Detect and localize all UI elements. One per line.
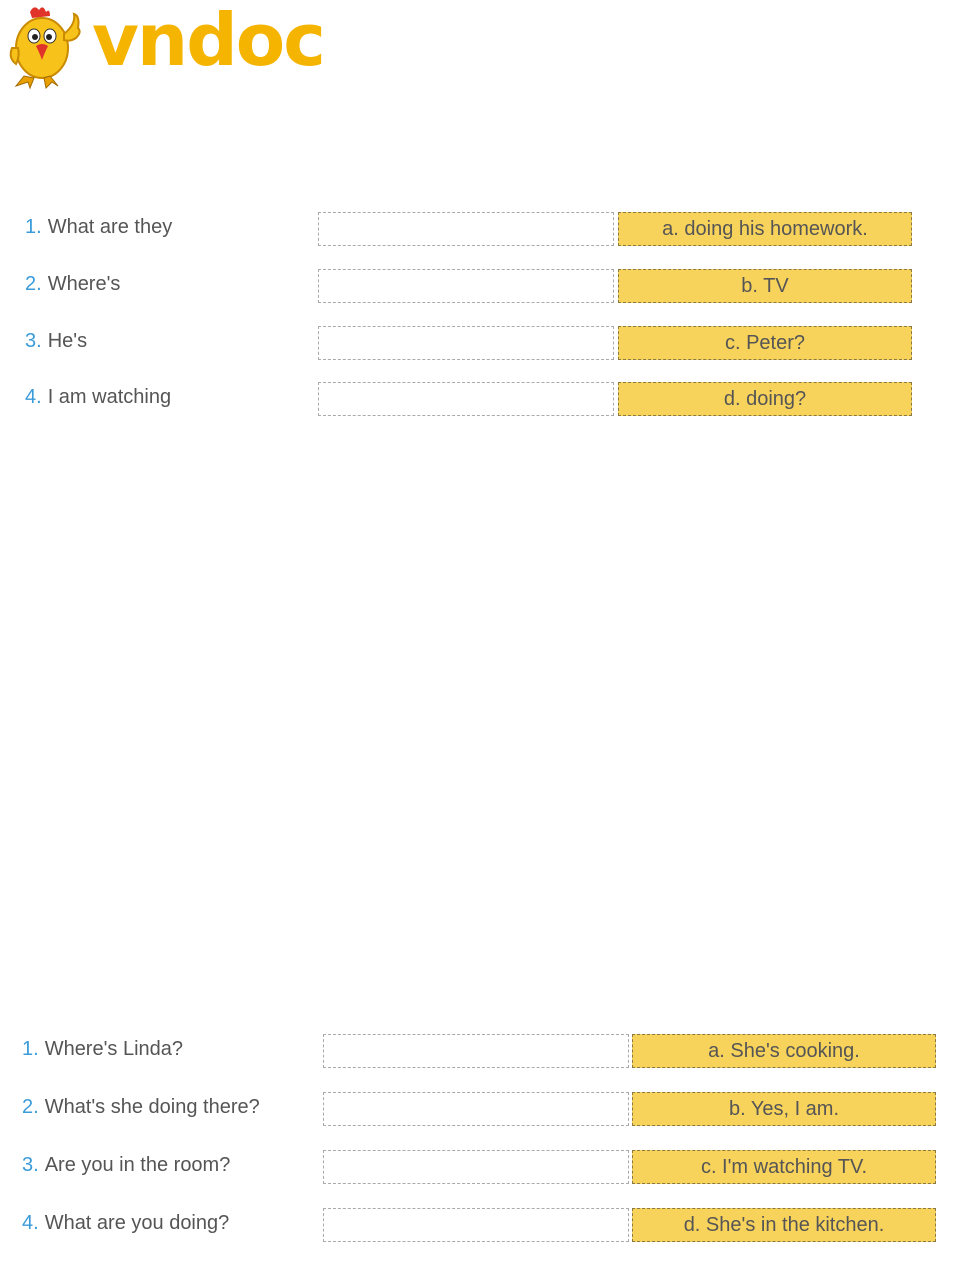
question-prompt xyxy=(22,1152,230,1178)
question-text: What's she doing there? xyxy=(44,1096,260,1118)
answer-drop-zone[interactable] xyxy=(318,212,614,246)
question-number: 2. xyxy=(25,273,42,295)
question-prompt xyxy=(25,328,87,354)
exercise-row xyxy=(0,1208,962,1244)
exercise-row xyxy=(0,382,962,418)
question-text: What are you doing? xyxy=(44,1212,230,1234)
question-prompt xyxy=(25,271,120,297)
question-text: I am watching xyxy=(47,386,172,408)
answer-drop-zone[interactable] xyxy=(318,382,614,416)
question-text: Where's xyxy=(47,273,121,295)
answer-option-tile[interactable]: d. She's in the kitchen. xyxy=(632,1208,936,1242)
question-number: 4. xyxy=(22,1212,39,1234)
exercise-row xyxy=(0,326,962,362)
question-text: He's xyxy=(47,330,88,352)
exercise-row xyxy=(0,1150,962,1186)
vndoc-logo xyxy=(6,0,336,90)
answer-option-tile[interactable]: b. Yes, I am. xyxy=(632,1092,936,1126)
question-prompt xyxy=(25,214,172,240)
question-prompt xyxy=(22,1210,229,1236)
answer-drop-zone[interactable] xyxy=(323,1208,629,1242)
question-number: 3. xyxy=(22,1154,39,1176)
question-text: Are you in the room? xyxy=(44,1154,231,1176)
question-text: What are they xyxy=(47,216,173,238)
answer-drop-zone[interactable] xyxy=(323,1150,629,1184)
answer-drop-zone[interactable] xyxy=(323,1092,629,1126)
answer-drop-zone[interactable] xyxy=(323,1034,629,1068)
brand-wordmark: vndoc xyxy=(92,0,324,82)
question-prompt xyxy=(25,384,171,410)
answer-drop-zone[interactable] xyxy=(318,269,614,303)
question-number: 1. xyxy=(25,216,42,238)
question-number: 2. xyxy=(22,1096,39,1118)
answer-option-tile[interactable]: a. She's cooking. xyxy=(632,1034,936,1068)
question-prompt xyxy=(22,1036,183,1062)
question-text: Where's Linda? xyxy=(44,1038,184,1060)
exercise-row xyxy=(0,212,962,248)
exercise-row xyxy=(0,1034,962,1070)
exercise-row xyxy=(0,269,962,305)
answer-option-tile[interactable]: a. doing his homework. xyxy=(618,212,912,246)
question-number: 3. xyxy=(25,330,42,352)
question-number: 4. xyxy=(25,386,42,408)
answer-option-tile[interactable]: c. I'm watching TV. xyxy=(632,1150,936,1184)
answer-drop-zone[interactable] xyxy=(318,326,614,360)
question-number: 1. xyxy=(22,1038,39,1060)
question-prompt xyxy=(22,1094,260,1120)
answer-option-tile[interactable]: b. TV xyxy=(618,269,912,303)
chick-mascot-icon xyxy=(6,4,86,90)
answer-option-tile[interactable]: d. doing? xyxy=(618,382,912,416)
answer-option-tile[interactable]: c. Peter? xyxy=(618,326,912,360)
exercise-row xyxy=(0,1092,962,1128)
